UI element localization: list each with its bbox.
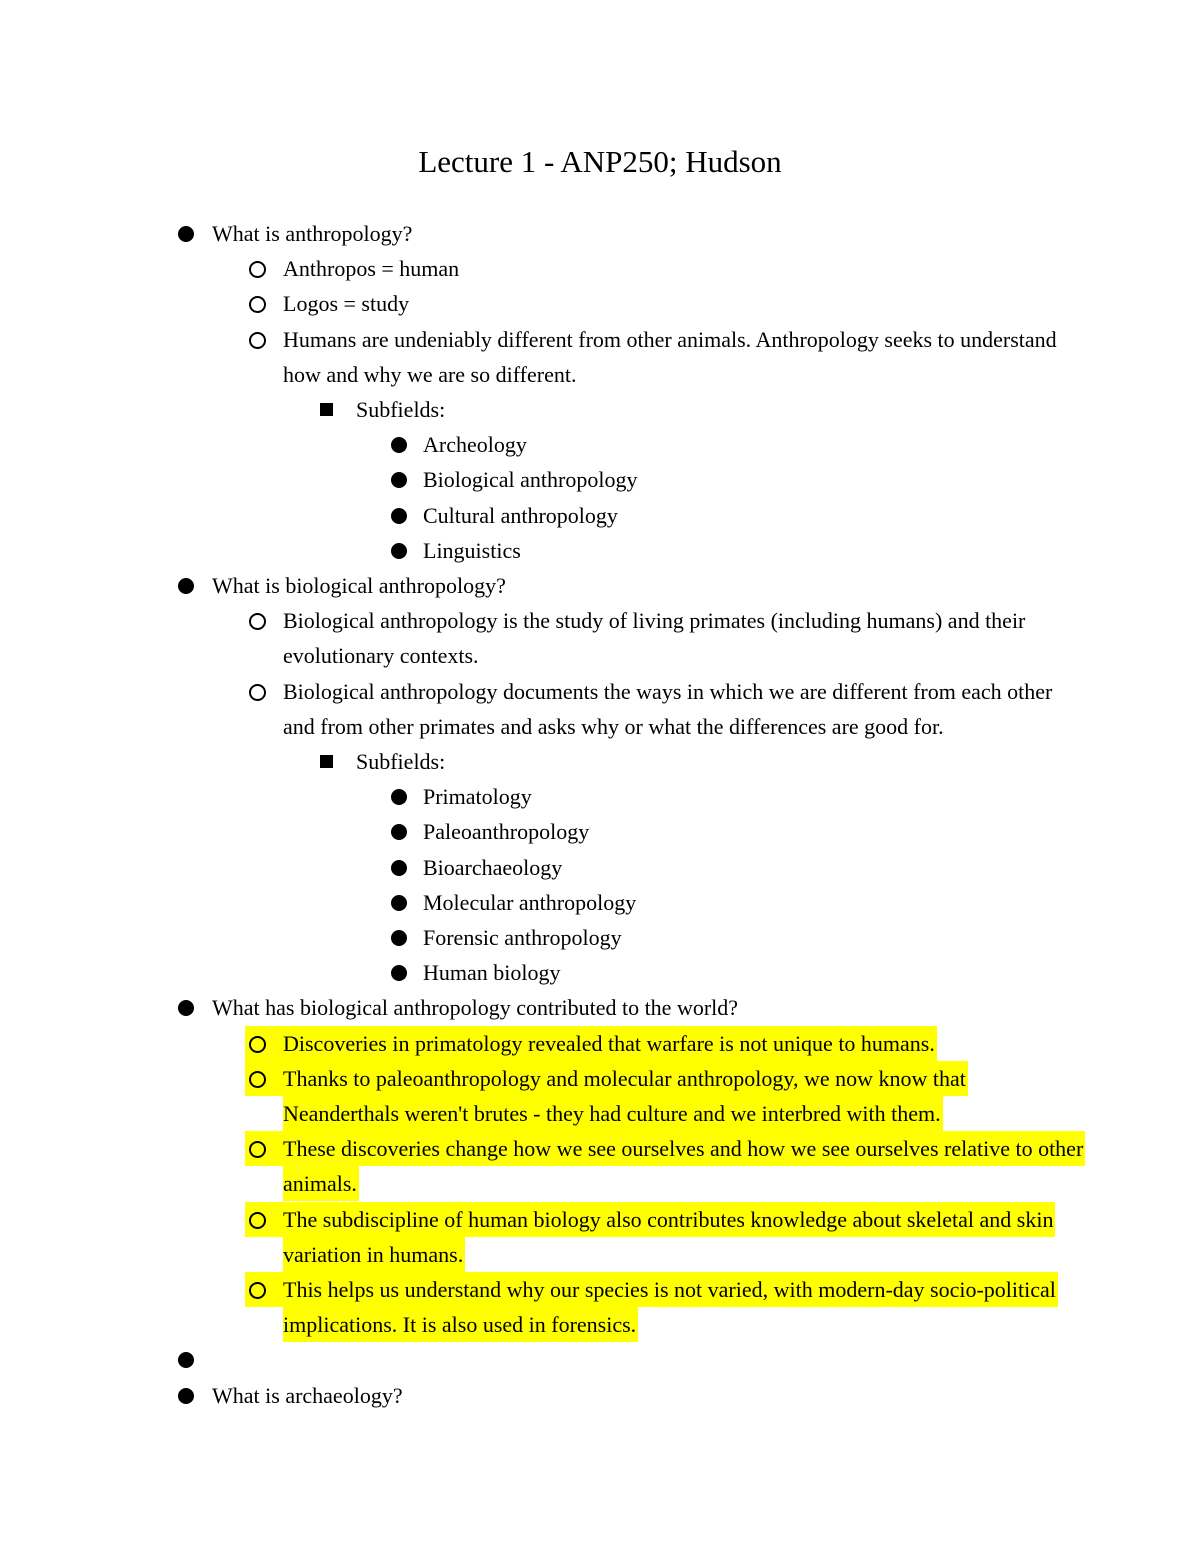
outline-line [249, 1237, 465, 1272]
hollow-bullet-icon [249, 1036, 266, 1053]
bullet-slot [245, 322, 283, 357]
hollow-bullet-icon [249, 1071, 266, 1088]
filled-bullet-icon [391, 543, 407, 559]
bullet-slot [245, 1061, 283, 1096]
bullet-slot [174, 990, 212, 1025]
bullet-slot [245, 1272, 283, 1307]
filled-bullet-icon [391, 472, 407, 488]
outline-line [249, 674, 1054, 709]
outline-text: Biological anthropology is the study of living primates (including humans) and their [283, 608, 1026, 634]
outline-text: Linguistics [423, 537, 521, 563]
outline-text: Logos = study [283, 291, 410, 317]
bullet-slot [387, 427, 423, 462]
hollow-bullet-icon [249, 1141, 266, 1158]
bullet-slot [387, 850, 423, 885]
filled-bullet-icon [391, 437, 407, 453]
outline-line [178, 990, 740, 1025]
outline-line [178, 216, 414, 251]
hollow-bullet-icon [249, 296, 266, 313]
outline-line [249, 322, 1059, 357]
hollow-bullet-icon [249, 1282, 266, 1299]
hollow-bullet-icon [249, 1212, 266, 1229]
outline-line [249, 286, 411, 321]
bullet-slot [387, 814, 423, 849]
outline-line [249, 1202, 1055, 1237]
bullet-slot [387, 920, 423, 955]
filled-bullet-icon [391, 508, 407, 524]
outline-text: Biological anthropology documents the ways in which we are different from each other [283, 678, 1053, 704]
outline-line [391, 427, 529, 462]
bullet-slot [245, 1131, 283, 1166]
outline-text: Paleoanthropology [423, 819, 590, 845]
outline-line [391, 955, 563, 990]
bullet-slot [387, 462, 423, 497]
filled-bullet-icon [391, 789, 407, 805]
outline-line [391, 498, 620, 533]
filled-bullet-icon [178, 226, 194, 242]
outline-text: Discoveries in primatology revealed that warfare is not unique to humans. [283, 1026, 937, 1061]
outline-line [391, 920, 624, 955]
outline-line [249, 709, 946, 744]
bullet-slot [387, 533, 423, 568]
outline-text: The subdiscipline of human biology also contributes knowledge about skeletal and skin [283, 1202, 1055, 1237]
filled-bullet-icon [391, 965, 407, 981]
outline-text: Human biology [423, 960, 561, 986]
square-bullet-icon [320, 403, 333, 416]
hollow-bullet-icon [249, 261, 266, 278]
outline-text [212, 1342, 214, 1377]
page-title: Lecture 1 - ANP250; Hudson [418, 144, 782, 179]
outline-text: Subfields: [356, 397, 446, 422]
outline-line [249, 1131, 1085, 1166]
bullet-slot [174, 216, 212, 251]
filled-bullet-icon [391, 860, 407, 876]
square-bullet-icon [320, 755, 333, 768]
outline-text: Forensic anthropology [423, 925, 622, 950]
outline-line [249, 1166, 359, 1201]
bullet-slot [174, 1378, 212, 1413]
outline-line [391, 885, 638, 920]
filled-bullet-icon [178, 1388, 194, 1404]
filled-bullet-icon [178, 1000, 194, 1016]
outline-text: Anthropos = human [283, 256, 460, 282]
outline-line [178, 568, 508, 603]
filled-bullet-icon [178, 1352, 194, 1368]
outline-text: variation in humans. [283, 1237, 465, 1272]
outline-text: Archeology [423, 432, 527, 458]
bullet-slot [245, 286, 283, 321]
outline-line [391, 462, 639, 497]
outline-line [249, 1061, 968, 1096]
outline-text: Humans are undeniably different from other animals. Anthropology seeks to understand [283, 326, 1057, 352]
outline-text: Biological anthropology [423, 467, 638, 493]
outline-text: These discoveries change how we see ourselves and how we see ourselves relative to other [283, 1131, 1085, 1166]
bullet-slot [245, 674, 283, 709]
bullet-slot [174, 1342, 212, 1377]
outline-text: animals. [283, 1166, 359, 1201]
outline-text: Primatology [423, 784, 532, 810]
outline-text: and from other primates and asks why or what the differences are good for. [283, 713, 944, 739]
outline-line [249, 357, 578, 392]
outline-text: how and why we are so different. [283, 361, 577, 387]
bullet-slot [245, 251, 283, 286]
outline-line [320, 392, 447, 427]
bullet-slot [387, 955, 423, 990]
filled-bullet-icon [391, 895, 407, 911]
outline-text: What is archaeology? [212, 1382, 403, 1408]
bullet-slot [316, 392, 356, 427]
outline-text: Bioarchaeology [423, 854, 563, 880]
outline-text: Thanks to paleoanthropology and molecular anthropology, we now know that [283, 1061, 968, 1096]
outline-text: This helps us understand why our species is not varied, with modern-day socio-political [283, 1272, 1058, 1307]
outline-line [249, 603, 1027, 638]
outline-text: Neanderthals weren't brutes - they had culture and we interbred with them. [283, 1096, 943, 1131]
outline-line [249, 1307, 638, 1342]
outline-line [391, 814, 591, 849]
outline-text: What has biological anthropology contributed to the world? [212, 995, 739, 1021]
outline-line [178, 1378, 405, 1413]
outline-line [249, 1096, 943, 1131]
filled-bullet-icon [391, 824, 407, 840]
hollow-bullet-icon [249, 684, 266, 701]
outline-text: Subfields: [356, 749, 446, 774]
outline-line [391, 850, 564, 885]
outline-line [391, 779, 534, 814]
hollow-bullet-icon [249, 332, 266, 349]
hollow-bullet-icon [249, 613, 266, 630]
outline-text: Molecular anthropology [423, 889, 637, 915]
bullet-slot [387, 498, 423, 533]
outline-text: What is anthropology? [212, 221, 413, 246]
outline-line [391, 533, 523, 568]
outline-line [249, 1272, 1058, 1307]
outline-line [249, 251, 461, 286]
outline-line [320, 744, 447, 779]
outline-text: What is biological anthropology? [212, 573, 506, 598]
outline-text: evolutionary contexts. [283, 643, 479, 669]
filled-bullet-icon [391, 930, 407, 946]
outline-line [249, 1026, 937, 1061]
outline-text: Cultural anthropology [423, 502, 618, 528]
filled-bullet-icon [178, 578, 194, 594]
bullet-slot [316, 744, 356, 779]
bullet-slot [174, 568, 212, 603]
bullet-slot [245, 603, 283, 638]
bullet-slot [387, 885, 423, 920]
outline-text: implications. It is also used in forensics. [283, 1307, 638, 1342]
outline-line [249, 638, 481, 673]
bullet-slot [245, 1026, 283, 1061]
bullet-slot [245, 1202, 283, 1237]
bullet-slot [387, 779, 423, 814]
